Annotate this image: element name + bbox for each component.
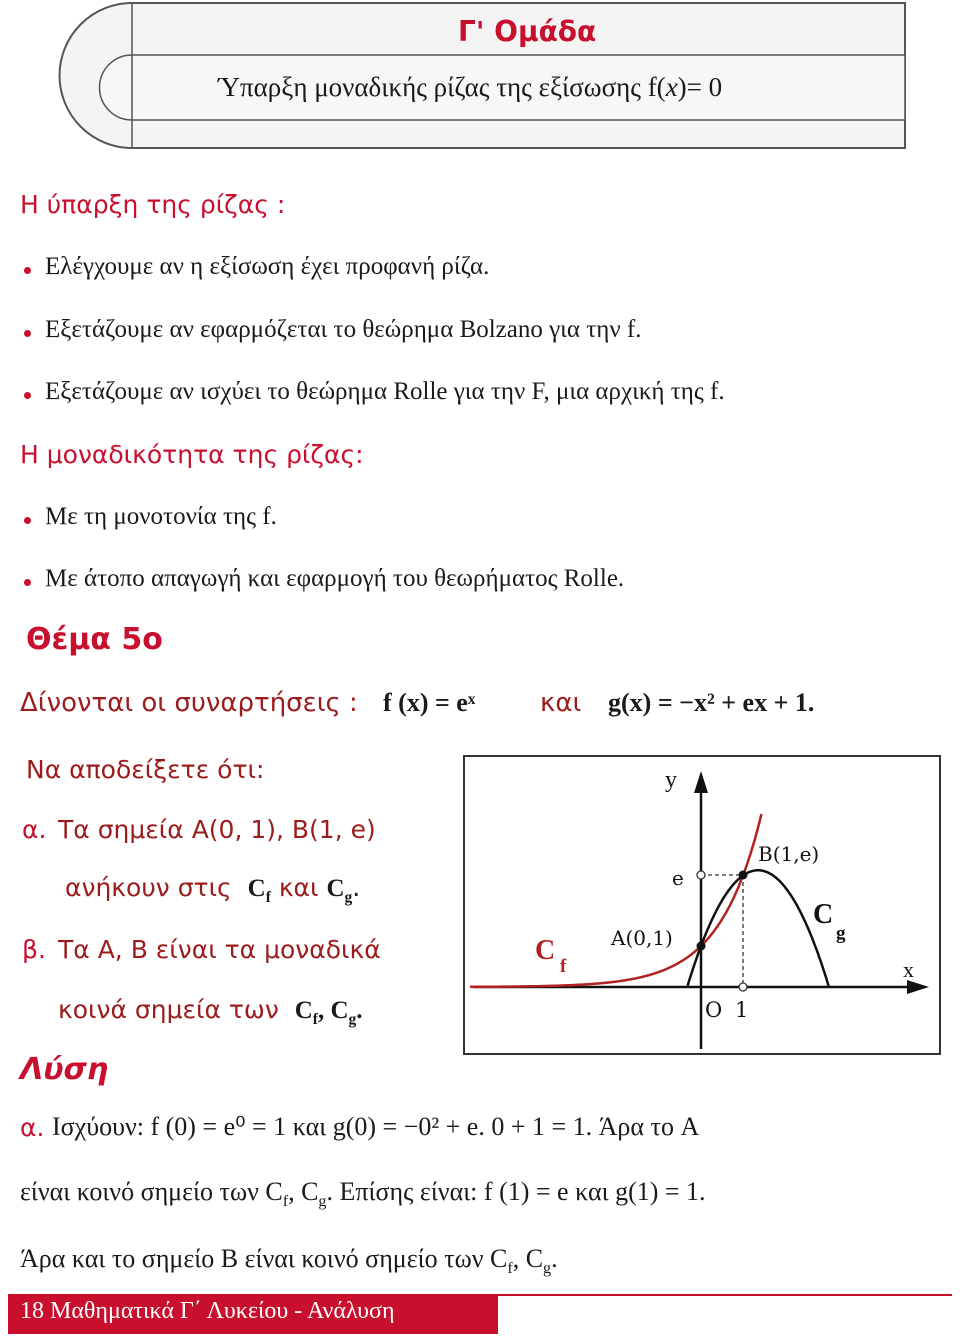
e-tick <box>697 871 705 879</box>
x-axis-arrow <box>907 980 929 994</box>
cf-label-sub: f <box>560 956 567 977</box>
point-b-label: B(1,e) <box>758 842 820 866</box>
cf-label: C <box>535 935 556 966</box>
y-axis-label: y <box>665 767 677 793</box>
bullet <box>24 330 31 337</box>
footer-rule <box>498 1294 952 1296</box>
part-b-text-2: κοινά σημεία των $C_f$, $C_g$. <box>58 995 363 1028</box>
e-label: e <box>672 866 684 890</box>
origin-label: O <box>705 998 723 1022</box>
cf-curve <box>470 814 762 987</box>
graph-canvas <box>465 757 939 1053</box>
list-item: Εξετάζουμε αν ισχύει το θεώρημα Rolle για την F, μια αρχική της f. <box>45 378 725 405</box>
solution-a-label: α. <box>20 1113 45 1142</box>
bullet <box>24 392 31 399</box>
part-a-text: Τα σημεία A(0, 1), B(1, e) <box>58 815 376 844</box>
list-item: Εξετάζουμε αν εφαρμόζεται το θεώρημα Bolzano για την f. <box>45 316 642 343</box>
bullet <box>24 579 31 586</box>
cg-curve <box>688 870 829 986</box>
cg-label: C <box>813 899 834 930</box>
theme-title: Θέμα 5ο <box>26 622 163 657</box>
list-item: Με άτοπο απαγωγή και εφαρμογή του θεωρήματος Rolle. <box>45 565 625 592</box>
part-b-label: β. <box>22 935 46 964</box>
header-subtitle: Ύπαρξη μοναδικής ρίζας της εξίσωσης f(x)= 0 <box>218 72 723 102</box>
bullet <box>24 517 31 524</box>
and-word: και <box>540 688 582 718</box>
prove-heading: Να αποδείξετε ότι: <box>26 755 265 784</box>
bullet <box>24 267 31 274</box>
point-a-label: A(0,1) <box>611 926 673 950</box>
existence-heading: Η ύπαρξη της ρίζας : <box>20 190 286 219</box>
part-a-label: α. <box>22 815 47 844</box>
point-a <box>697 942 706 951</box>
footer-text: 18 Μαθηματικά Γ΄ Λυκείου - Ανάλυση <box>20 1298 395 1324</box>
group-title: Γ' Ομάδα <box>458 15 597 48</box>
list-item: Με τη μονοτονία της f. <box>45 503 277 530</box>
y-axis-arrow <box>694 771 708 793</box>
solution-line-3: Άρα και το σημείο B είναι κοινό σημείο των $C_f$, $C_g$. <box>20 1244 558 1278</box>
solution-line-1: Ισχύουν: f (0) = e⁰ = 1 και g(0) = −0² + e. 0 + 1 = 1. Άρα το A <box>52 1112 700 1141</box>
given-label: Δίνονται οι συναρτήσεις : <box>20 688 358 718</box>
uniqueness-heading: Η μοναδικότητα της ρίζας: <box>20 440 364 469</box>
part-b-text: Τα A, B είναι τα μοναδικά <box>58 935 381 964</box>
solution-line-2: είναι κοινό σημείο των $C_f$, $C_g$. Επίσης είναι: f (1) = e και g(1) = 1. <box>20 1177 706 1211</box>
one-tick <box>739 983 747 991</box>
one-label: 1 <box>735 998 749 1022</box>
solution-title: Λύση <box>20 1052 109 1087</box>
list-item: Ελέγχουμε αν η εξίσωση έχει προφανή ρίζα. <box>45 253 490 280</box>
x-axis-label: x <box>903 957 914 982</box>
cg-label-sub: g <box>836 923 846 944</box>
function-graph <box>463 755 941 1055</box>
g-definition: g(x) = −x² + ex + 1. <box>608 688 815 717</box>
f-definition: f (x) = eˣ <box>383 688 476 717</box>
part-a-text-2: ανήκουν στις $C_f$ και $C_g$. <box>65 873 361 906</box>
point-b <box>739 871 748 880</box>
